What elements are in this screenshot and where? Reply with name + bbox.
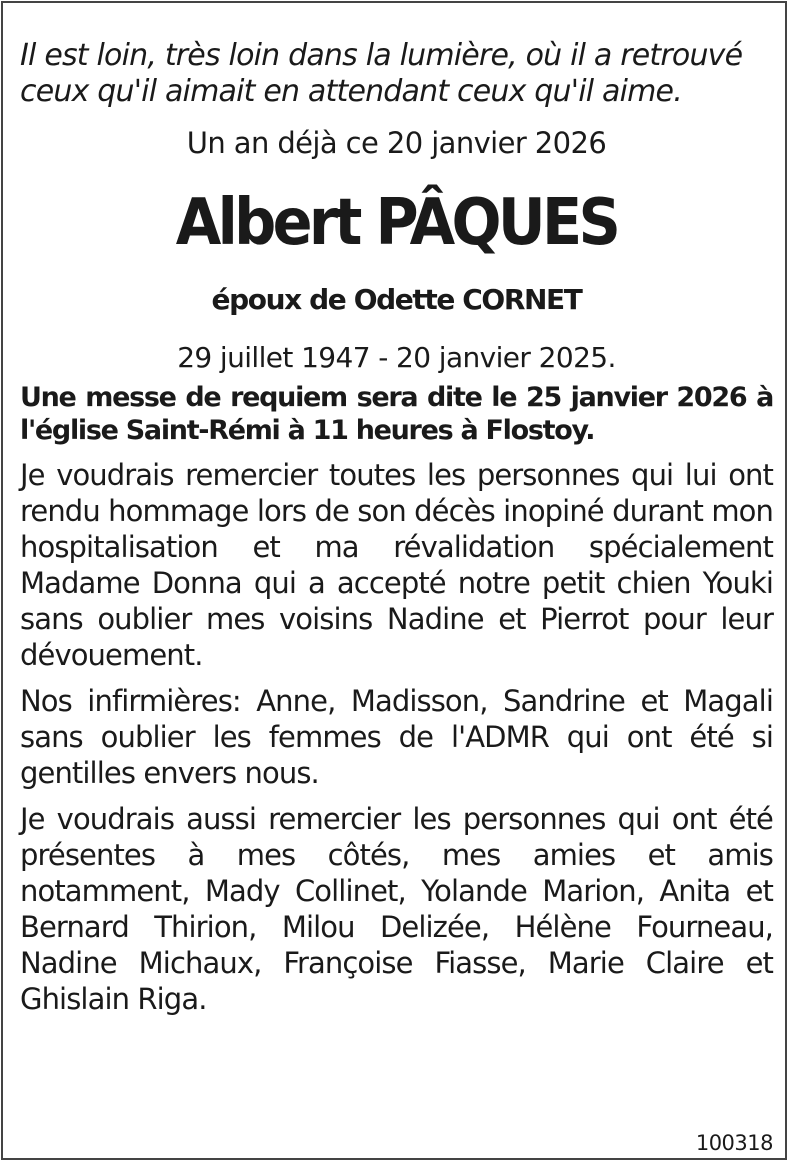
notice-content xyxy=(20,38,773,1017)
anniversary-line: Un an déjà ce 20 janvier 2026 xyxy=(186,126,607,160)
friends-paragraph: Je voudrais aussi remercier les personnes qui ont été présentes à mes côtés, mes amies et amis notamment, Mady Collinet, Yolande Marion, Anita et Bernard Thirion, Milou Delizée, Hélène Fourneau, Nadine Michaux, Françoise Fiasse, Marie Claire et Ghislain Riga. xyxy=(20,802,773,1016)
memorial-quote: Il est loin, très loin dans la lumière, où il a retrouvé ceux qu'il aimait en attendant ceux qu'il aime. xyxy=(20,38,743,109)
thanks-paragraph: Je voudrais remercier toutes les personnes qui lui ont rendu hommage lors de son décès inopiné durant mon hospitalisation et ma révalidation spécialement Madame Donna qui a accepté notre petit chien Youki sans oublier mes voisins Nadine et Pierrot pour leur dévouement. xyxy=(20,458,773,672)
life-dates: 29 juillet 1947 - 20 janvier 2025. xyxy=(177,341,616,374)
spouse-line: époux de Odette CORNET xyxy=(211,283,582,316)
reference-number: 100318 xyxy=(695,1131,773,1155)
deceased-name: Albert PÂQUES xyxy=(175,186,618,260)
mass-announcement: Une messe de requiem sera dite le 25 janvier 2026 à l'église Saint-Rémi à 11 heures à Flostoy. xyxy=(20,382,773,446)
nurses-paragraph: Nos infirmières: Anne, Madisson, Sandrine et Magali sans oublier les femmes de l'ADMR qui ont été si gentilles envers nous. xyxy=(20,684,773,790)
